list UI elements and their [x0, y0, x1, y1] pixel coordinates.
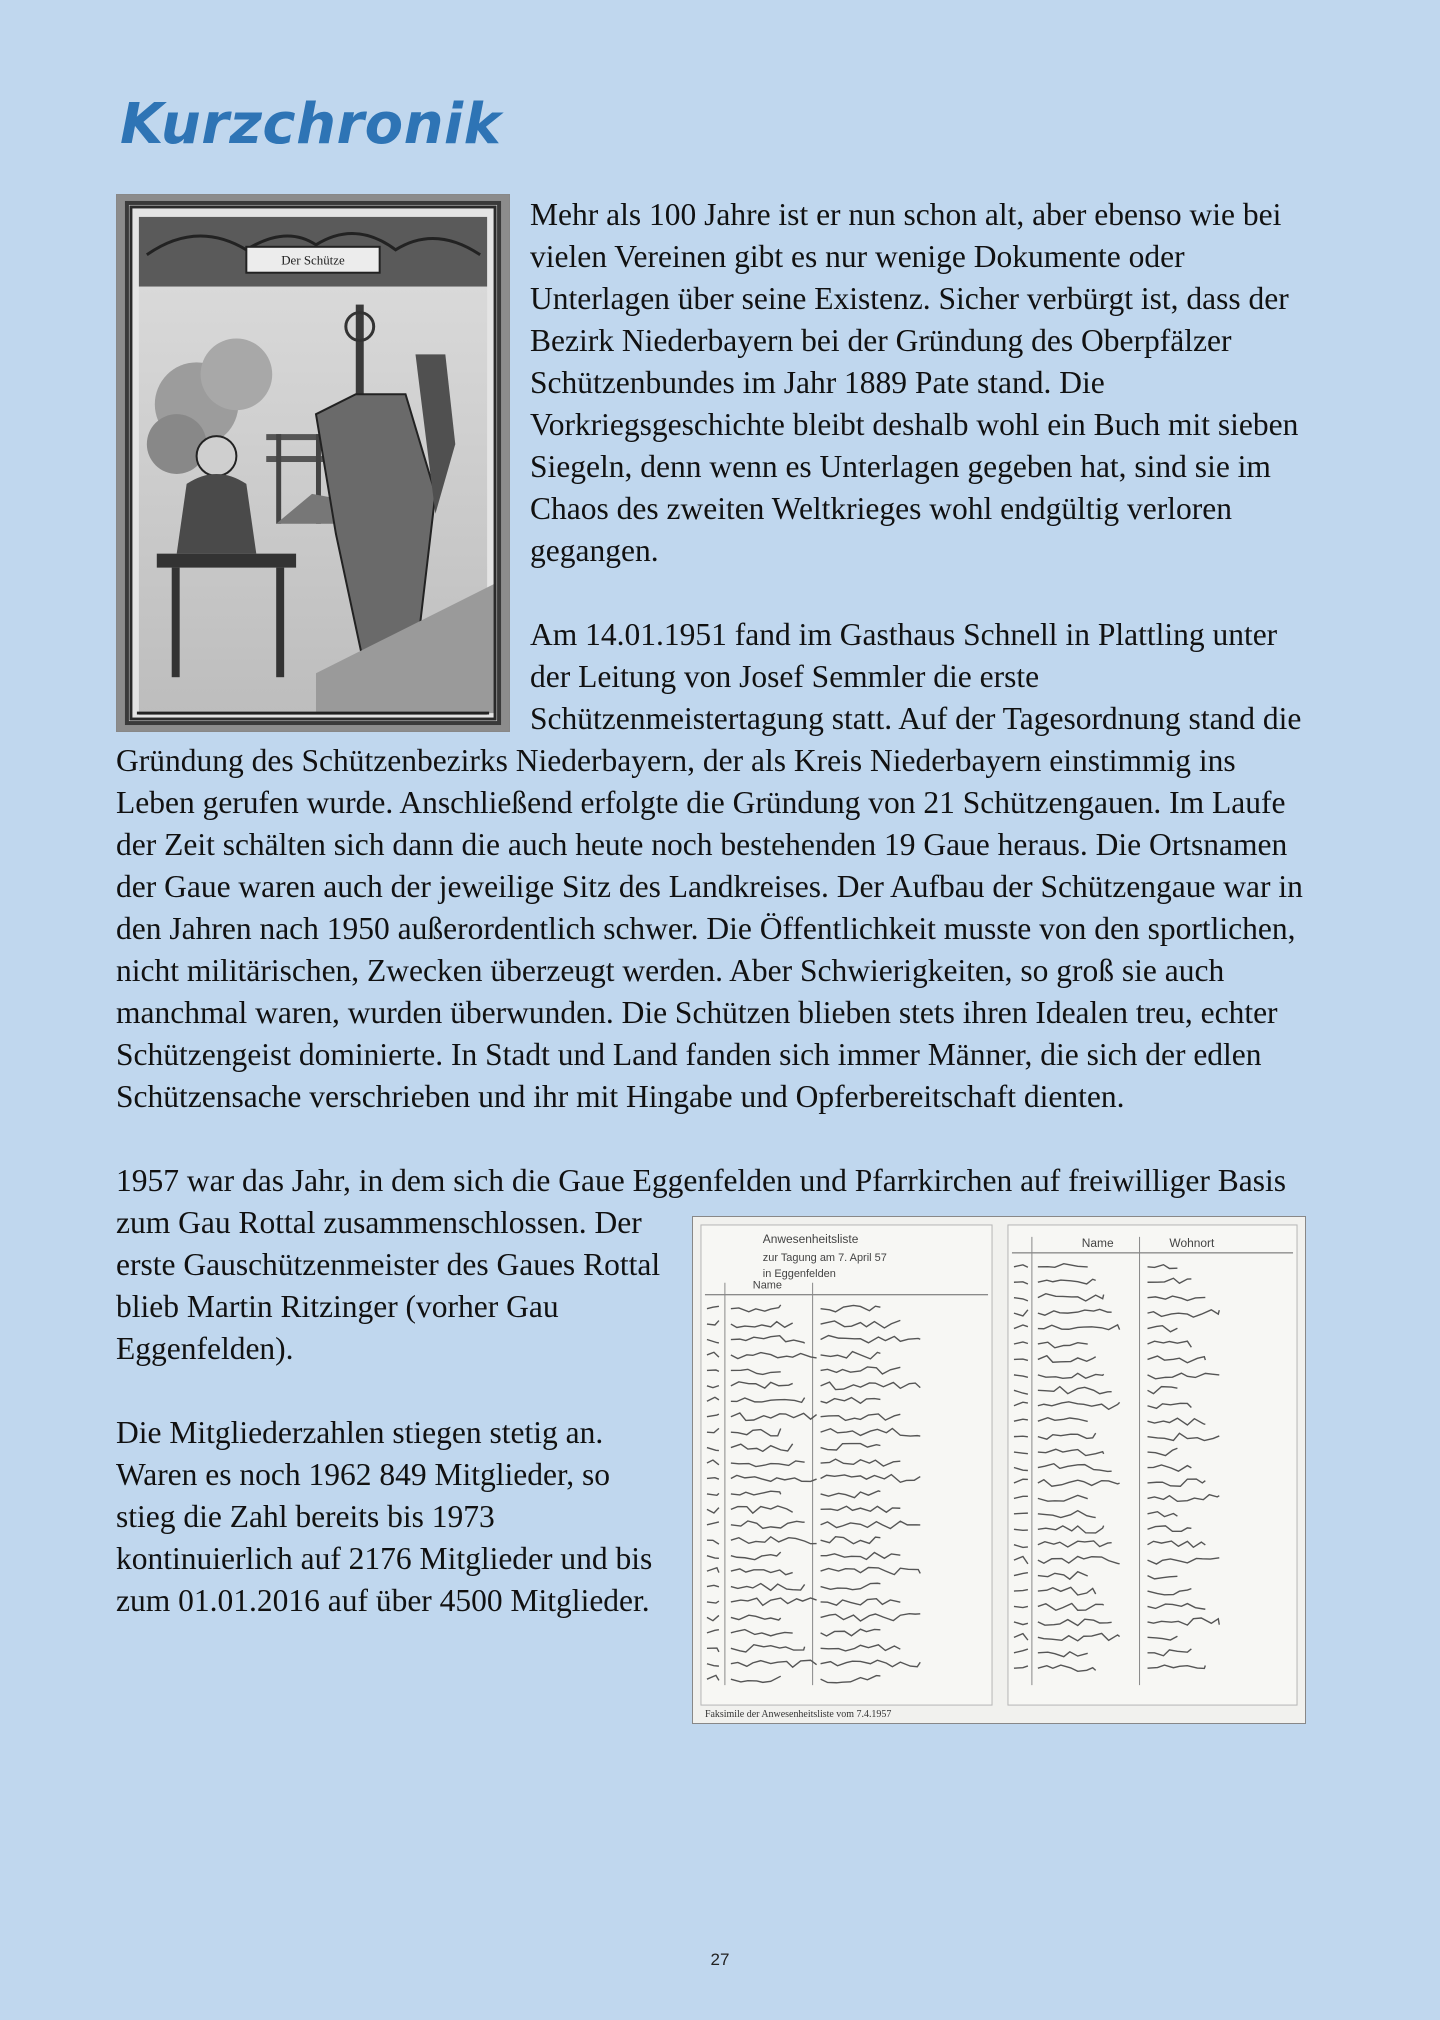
historic-illustration — [116, 194, 510, 732]
facsimile-heading-line3: in Eggenfelden — [762, 1267, 836, 1280]
paragraph-1: Mehr als 100 Jahre ist er nun schon alt, aber ebenso wie bei vielen Vereinen gibt es nur wenige Dokumente oder Unterlagen über seine Existenz. Sicher verbürgt ist, dass der Bezirk Niederbayern bei der Gründung des Oberpfälzer Schützenbundes im Jahr 1889 Pate stand. Die Vorkriegsgeschichte bleibt deshalb wohl ein Buch mit sieben Siegeln, denn wenn es Unterlagen gegeben hat, sind sie im Chaos des zweiten Weltkrieges wohl endgültig verloren gegangen. — [530, 197, 1299, 568]
illustration-caption: Der Schütze — [281, 252, 345, 268]
facsimile-col-name-left: Name — [752, 1279, 783, 1292]
shooter-illustration-image — [117, 195, 509, 731]
facsimile-heading: Anwesenheitsliste — [762, 1231, 859, 1246]
article-body — [116, 194, 1306, 1724]
handwriting-stroke — [1014, 1513, 1028, 1514]
attendance-list-facsimile — [692, 1216, 1306, 1724]
facsimile-frame — [692, 1216, 1306, 1724]
paragraph-2: Am 14.01.1951 fand im Gasthaus Schnell in Plattling unter der Leitung von Josef Semmler die erste Schützenmeistertagung statt. Auf der Tagesordnung stand die Gründung des Schützenbezirks Niederbayern, der als Kreis Niederbayern einstimmig ins Leben gerufen wurde. Anschließend erfolgte die Gründung von 21 Schützengauen. Im Laufe der Zeit schälten sich dann die auch heute noch bestehenden 19 Gaue heraus. Die Ortsnamen der Gaue waren auch der jeweilige Sitz des Landkreises. Der Aufbau der Schützengaue war in den Jahren nach 1950 außerordentlich schwer. Die Öffentlichkeit musste von den sportlichen, nicht militärischen, Zwecken überzeugt werden. Aber Schwierigkeiten, so groß sie auch manchmal waren, wurden überwunden. Die Schützen blieben stets ihren Idealen treu, echter Schützengeist dominierte. In Stadt und Land fanden sich immer Männer, die sich der edlen Schützensache verschrieben und ihr mit Hingabe und Opferbereitschaft dienten. — [116, 617, 1303, 1114]
page-title: Kurzchronik — [120, 92, 502, 157]
page-number: 27 — [710, 1950, 730, 1969]
facsimile-heading-line2: zur Tagung am 7. April 57 — [762, 1251, 887, 1264]
paragraph-3: 1957 war das Jahr, in dem sich die Gaue Eggenfelden und Pfarrkirchen auf freiwilliger Basis zum Gau Rottal zusammenschlossen. Der erste Gauschützenmeister des Gaues Rottal blieb Martin Ritzinger (vorher Gau Eggenfelden). — [116, 1163, 1286, 1366]
handwriting-stroke — [1014, 1606, 1028, 1607]
illustration-frame — [116, 194, 510, 732]
facsimile-col-wohnort: Wohnort — [1169, 1235, 1215, 1250]
facsimile-col-name-right: Name — [1081, 1235, 1114, 1250]
facsimile-caption: Faksimile der Anwesenheitsliste vom 7.4.1957 — [704, 1709, 892, 1721]
paragraph-4: Die Mitgliederzahlen stiegen stetig an. Waren es noch 1962 849 Mitglieder, so stieg die Zahl bereits bis 1973 kontinuierlich auf 2176 Mitglieder und bis zum 01.01.2016 auf über 4500 Mitglieder. — [116, 1415, 653, 1618]
attendance-list-image — [693, 1217, 1305, 1723]
handwriting-stroke — [1014, 1436, 1028, 1437]
